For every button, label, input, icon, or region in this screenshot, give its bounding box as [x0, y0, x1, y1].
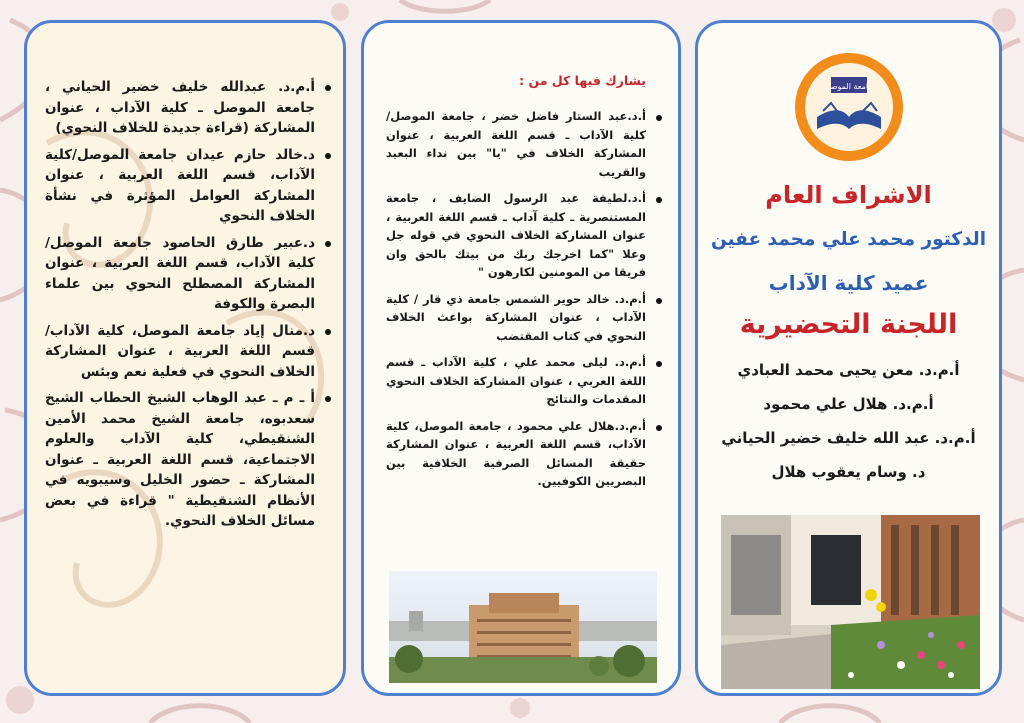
committee-member: د. وسام يعقوب هلال	[771, 463, 926, 481]
university-logo	[793, 51, 905, 163]
committee-member: أ.م.د. عبد الله خليف خضير الحياني	[721, 429, 976, 447]
list-item: أ.م.د. ليلى محمد علي ، كلية الآداب ـ قسم اللغة العربي ، عنوان المشاركة الخلاف النحوي المقدمات والنتائج	[386, 353, 646, 409]
list-item: أ.م.د.هلال علي محمود ، جامعة الموصل، كلية الآداب، قسم اللغة العربية ، عنوان المشاركة حقيقة المسائل الصرفية الخلافية بين البصريين الكوفيين.	[386, 417, 646, 491]
committee-member: أ.م.د. هلال علي محمود	[763, 395, 934, 413]
participants-header: يشارك فيها كل من :	[519, 73, 646, 88]
right-panel	[695, 20, 1002, 696]
list-item: د.عبير طارق الحاصود جامعة الموصل/ كلية الآداب، قسم اللغة العربية ، عنوان المشاركة المصطلح النحوي بين علماء البصرة والكوفة	[45, 233, 315, 315]
list-item: أ.د.عبد الستار فاضل خضر ، جامعة الموصل/ كلية الآداب ـ قسم اللغة العربية ، عنوان المشاركة الخلاف في "يا" بين نداء البعيد والقريب	[386, 107, 646, 181]
logo-text: جامعة الموصل	[824, 82, 874, 91]
middle-panel	[361, 20, 681, 696]
list-item: د.خالد حازم عيدان جامعة الموصل/كلية الآداب، قسم اللغة العربية ، عنوان المشاركة العوامل المؤثرة في نشأة الخلاف النحوي	[45, 145, 315, 227]
list-item: أ.د.لطيفة عبد الرسول الضايف ، جامعة المستنصرية ـ كلية آداب ـ قسم اللغة العربية ، عنوان المشاركة الخلاف النحوي في قوله جل وعلا "كما اخرجك ربك من بيتك بالحق وان فريقا من المومنين لكارهون "	[386, 189, 646, 282]
courtyard-flowers-photo	[721, 515, 980, 689]
supervisor-name: الدكتور محمد علي محمد عفين	[710, 229, 987, 250]
committee-title: اللجنة التحضيرية	[739, 309, 958, 340]
list-item: أ ـ م ـ عبد الوهاب الشيخ الحطاب الشيخ سعدبوه، جامعة الشيخ محمد الأمين الشنقيطي، كلية الآداب والعلوم الاجتماعية، قسم اللغة العربية ـ عنوان المشاركة ـ حضور الخليل وسيبويه في الأنظام الشنقيطية " قراءة في بعض مسائل الخلاف النحوي.	[45, 388, 315, 532]
list-item: د.منال إياد جامعة الموصل، كلية الآداب/ قسم اللغة العربية ، عنوان المشاركة الخلاف النحوي في فعلية نعم وبئس	[45, 321, 315, 383]
supervisor-role: عميد كلية الآداب	[768, 271, 929, 295]
list-item: أ.م.د. عبدالله خليف خضير الحياني ، جامعة الموصل ـ كلية الآداب ، عنوان المشاركة (قراءة جديدة للخلاف النحوي)	[45, 77, 315, 139]
left-panel	[24, 20, 346, 696]
participants-list	[386, 107, 646, 499]
participants-list-continued	[45, 77, 315, 538]
campus-skyline-photo	[389, 571, 657, 683]
committee-member: أ.م.د. معن يحيى محمد العبادي	[737, 361, 960, 379]
list-item: أ.م.د. خالد حوير الشمس جامعة ذي قار / كلية الآداب ، عنوان المشاركة بواعث الخلاف النحوي في كتاب المقتضب	[386, 290, 646, 346]
general-supervision-title: الاشراف العام	[765, 181, 932, 209]
